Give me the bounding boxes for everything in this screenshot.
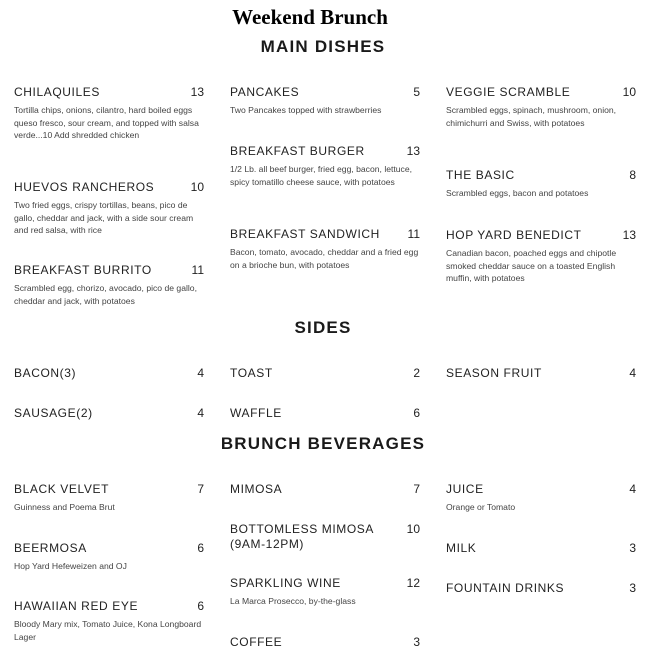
item-name: HAWAIIAN RED EYE: [14, 599, 139, 613]
menu-item: [446, 168, 636, 200]
item-name: BLACK VELVET: [14, 482, 110, 496]
item-price: 3: [629, 541, 636, 555]
item-price: 11: [407, 227, 420, 241]
item-name: VEGGIE SCRAMBLE: [446, 85, 571, 99]
item-price: 7: [413, 482, 420, 496]
menu-title: Weekend Brunch: [232, 5, 388, 29]
item-price: 2: [413, 366, 420, 380]
item-name: SEASON FRUIT: [446, 366, 542, 380]
section-heading-sides: SIDES: [294, 318, 352, 337]
item-description: Tortilla chips, onions, cilantro, hard boiled eggs queso fresco, sour cream, and topped with salsa verde...10 Add shredded chicken: [14, 105, 199, 140]
item-price: 8: [629, 168, 636, 182]
item-name: BREAKFAST BURRITO: [14, 263, 152, 277]
menu-item: [14, 366, 204, 381]
item-description: Scrambled egg, chorizo, avocado, pico de gallo, cheddar and jack, with potatoes: [14, 283, 197, 306]
item-name: HOP YARD BENEDICT: [446, 228, 582, 242]
menu-item: [446, 541, 636, 556]
item-name: SPARKLING WINE: [230, 576, 341, 590]
menu-item: [230, 576, 420, 608]
item-description: Scrambled eggs, bacon and potatoes: [446, 188, 589, 198]
item-name: COFFEE: [230, 635, 283, 649]
item-price: 10: [190, 180, 204, 194]
item-name: WAFFLE: [230, 406, 282, 420]
item-price: 13: [622, 228, 636, 242]
menu-item: [14, 482, 204, 514]
item-price: 3: [413, 635, 420, 649]
section-heading-beverages: BRUNCH BEVERAGES: [220, 434, 426, 453]
item-name: MIMOSA: [230, 482, 283, 496]
item-price: 4: [629, 366, 636, 380]
menu-item: [14, 541, 204, 573]
item-price: 13: [190, 85, 204, 99]
item-name: PANCAKES: [230, 85, 300, 99]
item-price: 4: [197, 366, 204, 380]
menu-item: [230, 406, 420, 421]
menu-item: [230, 366, 420, 381]
menu-item: [446, 228, 636, 285]
item-name: BEERMOSA: [14, 541, 87, 555]
menu-item: [14, 85, 204, 142]
menu-item: [230, 227, 420, 271]
item-price: 6: [197, 541, 204, 555]
item-name: BACON(3): [14, 366, 77, 380]
item-name: TOAST: [230, 366, 273, 380]
item-price: 10: [406, 522, 420, 536]
item-description: Scrambled eggs, spinach, mushroom, onion, chimichurri and Swiss, with potatoes: [446, 105, 617, 128]
item-price: 4: [629, 482, 636, 496]
item-description: 1/2 Lb. all beef burger, fried egg, bacon, lettuce, spicy tomatillo cheese sauce, with potatoes: [230, 164, 413, 187]
item-description: Bloody Mary mix, Tomato Juice, Kona Longboard Lager: [14, 619, 202, 642]
item-name: THE BASIC: [446, 168, 515, 182]
item-name: JUICE: [446, 482, 484, 496]
menu-item: [14, 263, 204, 307]
item-name: HUEVOS RANCHEROS: [14, 180, 155, 194]
item-name: CHILAQUILES: [14, 85, 100, 99]
item-name: BREAKFAST SANDWICH: [230, 227, 380, 241]
item-name: BOTTOMLESS MIMOSA (9AM-12PM): [230, 522, 374, 551]
menu-item: [446, 366, 636, 381]
item-description: Canadian bacon, poached eggs and chipotle smoked cheddar sauce on a toasted English muffin, with potatoes: [446, 248, 617, 283]
item-name: BREAKFAST BURGER: [230, 144, 365, 158]
item-price: 4: [197, 406, 204, 420]
menu-item: [446, 482, 636, 514]
item-description: Hop Yard Hefeweizen and OJ: [14, 561, 127, 571]
item-description: Orange or Tomato: [446, 502, 516, 512]
item-price: 7: [197, 482, 204, 496]
menu-item: [230, 144, 420, 188]
item-price: 13: [406, 144, 420, 158]
item-description: Bacon, tomato, avocado, cheddar and a fried egg on a brioche bun, with potatoes: [230, 247, 419, 270]
menu-item: [230, 85, 420, 117]
item-price: 12: [406, 576, 420, 590]
item-price: 3: [629, 581, 636, 595]
item-description: Guinness and Poema Brut: [14, 502, 115, 512]
item-price: 10: [622, 85, 636, 99]
menu-item: [230, 522, 420, 552]
menu-item: [230, 482, 420, 497]
item-name: FOUNTAIN DRINKS: [446, 581, 565, 595]
menu-item: [14, 406, 204, 421]
item-price: 11: [191, 263, 204, 277]
menu-item: [446, 85, 636, 129]
menu-item: [446, 581, 636, 596]
item-description: Two fried eggs, crispy tortillas, beans, pico de gallo, cheddar and jack, with a side sour cream and red salsa, with rice: [14, 200, 194, 235]
item-name: MILK: [446, 541, 477, 555]
item-description: Two Pancakes topped with strawberries: [230, 105, 382, 115]
item-name: SAUSAGE(2): [14, 406, 93, 420]
menu-item: [14, 180, 204, 237]
item-price: 6: [413, 406, 420, 420]
menu-item: [230, 635, 420, 650]
menu-item: [14, 599, 204, 643]
item-price: 6: [197, 599, 204, 613]
section-heading-main-dishes: MAIN DISHES: [260, 37, 386, 56]
item-description: La Marca Prosecco, by-the-glass: [230, 596, 356, 606]
item-price: 5: [413, 85, 420, 99]
